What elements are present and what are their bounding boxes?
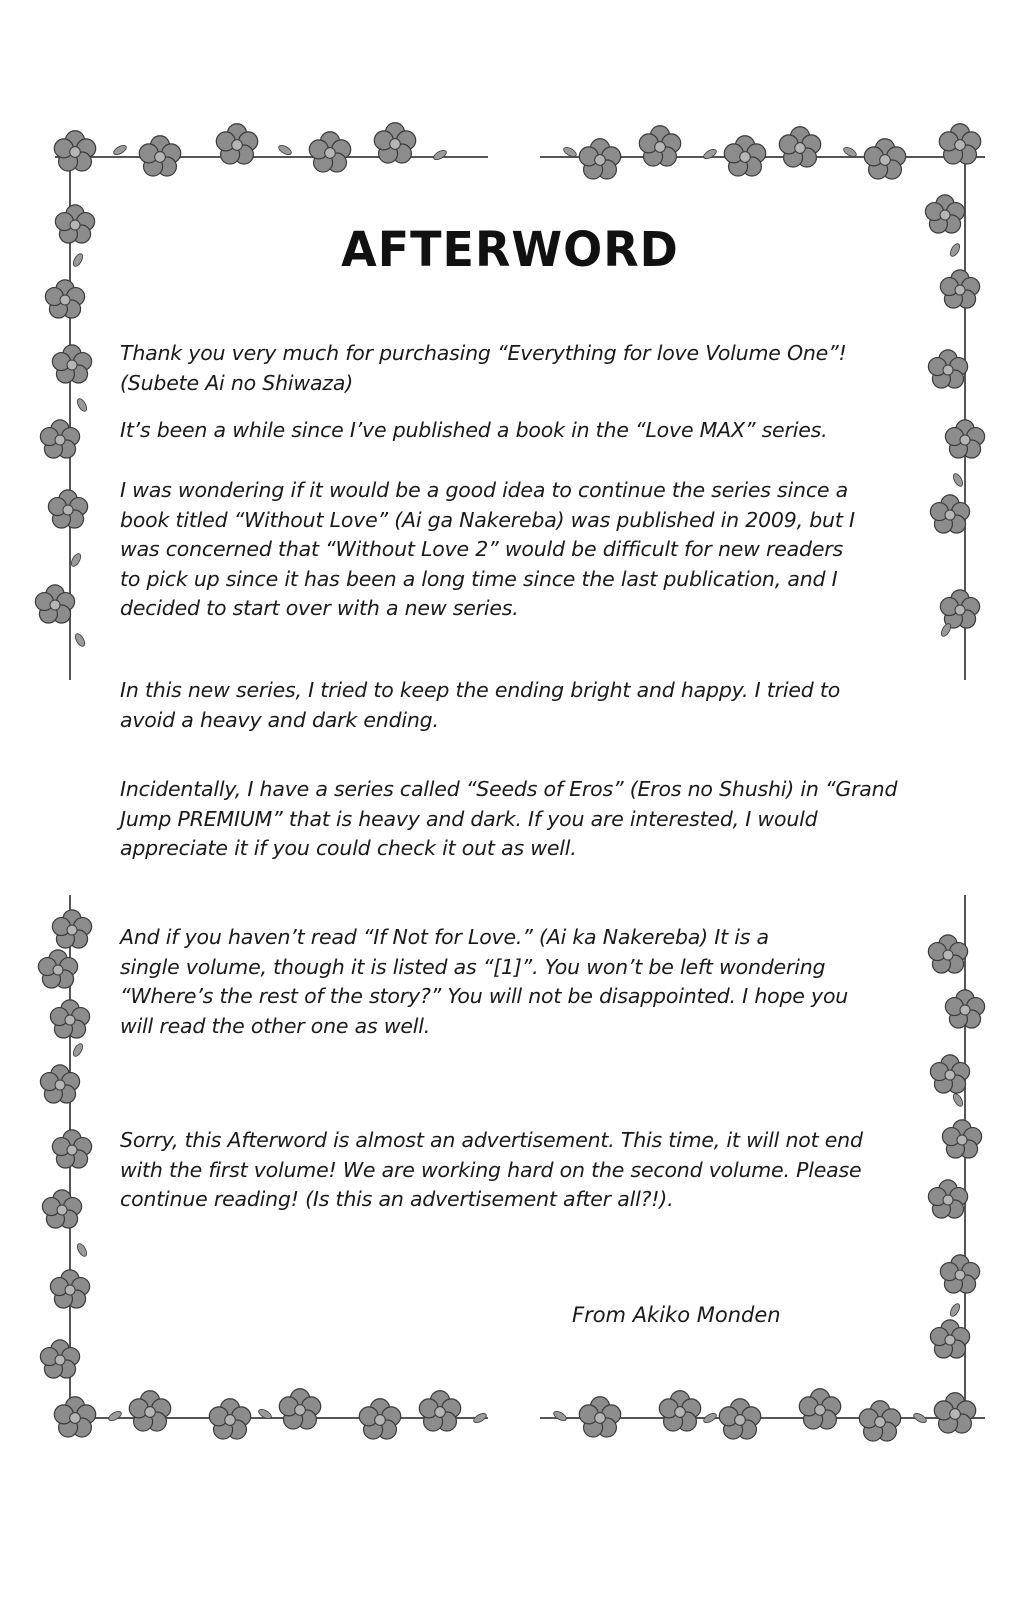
flower-icon (40, 420, 79, 458)
paragraph-seeds-of-eros: Incidentally, I have a series called “Seeds of Eros” (Eros no Shushi) in “Grand Jump PREMIUM” that is heavy and dark. If you are interested, I would appreciate it if you could check it out as well. (120, 777, 898, 860)
flower-icon (940, 1255, 979, 1293)
leaf-icon (107, 1409, 123, 1422)
flower-icon (799, 1389, 840, 1429)
flower-icon (945, 420, 984, 458)
paragraph-thanks: Thank you very much for purchasing “Everything for love Volume One”! (Subete Ai no Shiwaza) (120, 341, 847, 395)
flower-icon (859, 1401, 900, 1441)
page-title: AFTERWORD (341, 220, 679, 278)
leaf-icon (432, 148, 448, 161)
flower-icon (934, 1393, 975, 1433)
flower-icon (50, 1000, 89, 1038)
leaf-icon (552, 1409, 568, 1422)
flower-icon (48, 490, 87, 528)
leaf-icon (472, 1411, 488, 1424)
flower-icon (52, 345, 91, 383)
leaf-icon (75, 397, 88, 413)
flower-icon (930, 1320, 969, 1358)
flower-icon (724, 136, 765, 176)
flower-icon (639, 126, 680, 166)
leaf-icon (702, 147, 718, 160)
flower-icon (52, 910, 91, 948)
flower-icon (928, 935, 967, 973)
flower-icon (309, 132, 350, 172)
flower-icon (945, 990, 984, 1028)
flower-icon (579, 1397, 620, 1437)
flower-icon (939, 124, 980, 164)
flower-icon (864, 139, 905, 179)
signature: From Akiko Monden (572, 1303, 781, 1327)
flower-icon (925, 195, 964, 233)
flower-icon (50, 1270, 89, 1308)
leaf-icon (912, 1411, 928, 1424)
paragraph-if-not-for-love: And if you haven’t read “If Not for Love.” (Ai ka Nakereba) It is a single volume, though it is listed as “[1]”. You won’t be left wondering “Where’s the rest of the story?” You will not be disappointed. I hope you will read the other one as well. (120, 925, 849, 1038)
flower-icon (216, 124, 257, 164)
leaf-icon (71, 252, 84, 268)
paragraph-advertisement: Sorry, this Afterword is almost an advertisement. This time, it will not end with the first volume! We are working hard on the second volume. Please continue reading! (Is this an advertisement after all?!). (120, 1128, 863, 1211)
leaf-icon (69, 552, 82, 568)
leaf-icon (112, 143, 128, 156)
leaf-icon (951, 472, 964, 488)
flower-icon (928, 350, 967, 388)
leaf-icon (75, 1242, 88, 1258)
paragraph-new-series: In this new series, I tried to keep the ending bright and happy. I tried to avoid a heavy and dark ending. (120, 678, 841, 732)
leaf-icon (939, 622, 952, 638)
leaf-icon (948, 1302, 961, 1318)
flower-icon (928, 1180, 967, 1218)
flower-icon (279, 1389, 320, 1429)
leaf-icon (71, 1042, 84, 1058)
flower-icon (930, 1055, 969, 1093)
leaf-icon (951, 1092, 964, 1108)
paragraph-background: I was wondering if it would be a good idea to continue the series since a book titled “Without Love” (Ai ga Nakereba) was published in 2009, but I was concerned that “Without Love 2” would be difficult for new readers to pick up since it has been a long time since the last publication, and I decided to start over with a new series. (120, 478, 855, 620)
flower-icon (779, 127, 820, 167)
flower-icon (419, 1391, 460, 1431)
flower-icon (55, 205, 94, 243)
flower-icon (40, 1340, 79, 1378)
flower-icon (35, 585, 74, 623)
flower-icon (38, 950, 77, 988)
flower-icon (940, 270, 979, 308)
flower-icon (942, 1120, 981, 1158)
leaf-icon (277, 143, 293, 156)
flower-icon (40, 1065, 79, 1103)
flower-icon (940, 590, 979, 628)
flower-icon (209, 1399, 250, 1439)
flower-icon (659, 1391, 700, 1431)
flower-icon (42, 1190, 81, 1228)
paragraph-series: It’s been a while since I’ve published a book in the “Love MAX” series. (120, 418, 828, 442)
flower-icon (129, 1391, 170, 1431)
flower-icon (719, 1399, 760, 1439)
flower-icon (52, 1130, 91, 1168)
leaf-icon (948, 242, 961, 258)
flower-icon (579, 139, 620, 179)
flower-icon (139, 136, 180, 176)
flower-icon (54, 1397, 95, 1437)
flower-icon (54, 131, 95, 171)
leaf-icon (73, 632, 86, 648)
flower-icon (930, 495, 969, 533)
flower-icon (45, 280, 84, 318)
flower-icon (359, 1399, 400, 1439)
leaf-icon (702, 1411, 718, 1424)
flower-icon (374, 123, 415, 163)
